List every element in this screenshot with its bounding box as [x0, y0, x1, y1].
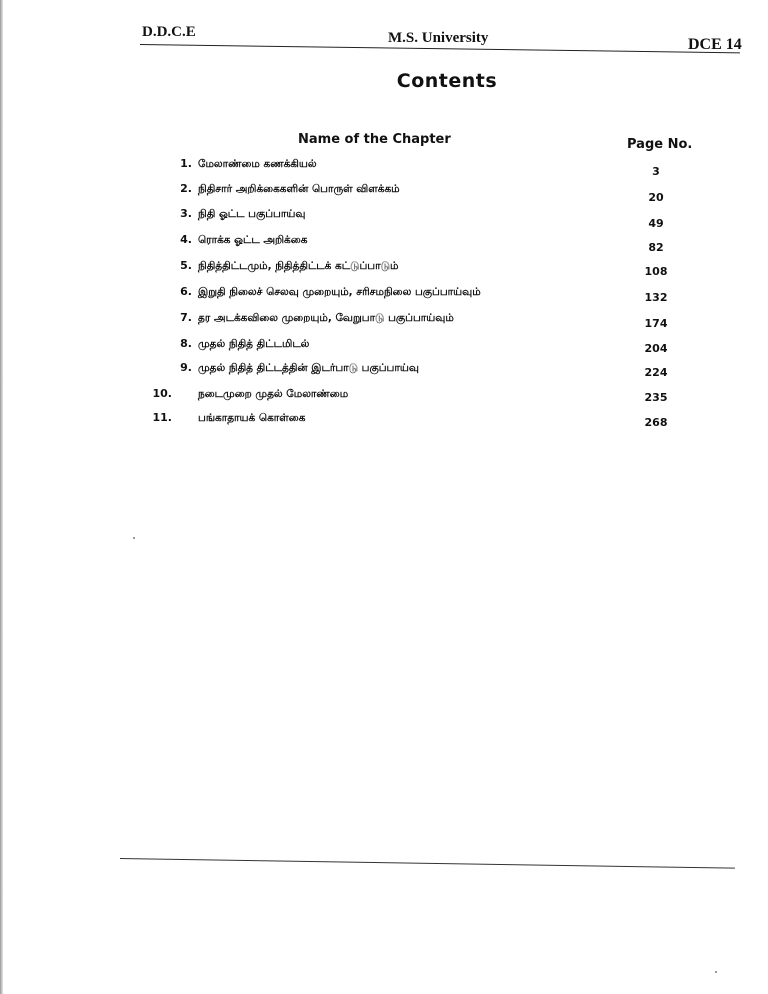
- chapter-page-number: 82: [648, 241, 664, 254]
- chapter-title: நடைமுறை முதல் மேலாண்மை: [198, 388, 349, 400]
- chapter-page-number: 108: [644, 265, 668, 278]
- chapter-number: 11.: [152, 411, 172, 424]
- chapter-page-number: 235: [644, 391, 668, 404]
- chapter-page-number: 224: [644, 366, 668, 379]
- chapter-title: தர அடக்கவிலை முறையும், வேறுபாடு பகுப்பாய்வும்: [198, 312, 454, 324]
- chapter-title: முதல் நிதித் திட்டமிடல்: [198, 338, 310, 350]
- chapter-page-number: 268: [644, 416, 668, 429]
- scan-speck: [133, 537, 135, 539]
- column-header-page: Page No.: [627, 137, 693, 152]
- chapter-title: நிதி ஓட்ட பகுப்பாய்வு: [198, 208, 306, 220]
- header-university: M.S. University: [388, 30, 489, 46]
- chapter-number: 8.: [180, 337, 192, 350]
- chapter-title: முதல் நிதித் திட்டத்தின் இடர்பாடு பகுப்பாய்வு: [198, 362, 419, 374]
- chapter-number: 2.: [180, 182, 192, 195]
- column-header-chapter: Name of the Chapter: [298, 132, 451, 147]
- chapter-number: 7.: [180, 311, 192, 324]
- chapter-page-number: 174: [644, 317, 668, 330]
- chapter-number: 3.: [180, 207, 192, 220]
- chapter-title: பங்காதாயக் கொள்கை: [198, 412, 306, 424]
- header-institution: D.D.C.E: [142, 24, 196, 40]
- chapter-title: நிதிசார் அறிக்கைகளின் பொருள் விளக்கம்: [198, 183, 400, 195]
- chapter-number: 9.: [180, 361, 192, 374]
- chapter-title: நிதித்திட்டமும், நிதித்திட்டக் கட்டுப்பாடும்: [198, 260, 399, 272]
- scan-speck: [715, 971, 717, 973]
- chapter-title: ரொக்க ஓட்ட அறிக்கை: [198, 234, 308, 246]
- chapter-number: 4.: [180, 233, 192, 246]
- footer-rule: [120, 858, 735, 869]
- page-title: Contents: [396, 70, 498, 92]
- chapter-page-number: 3: [652, 165, 660, 178]
- chapter-number: 6.: [180, 285, 192, 298]
- chapter-title: மேலாண்மை கணக்கியல்: [198, 158, 317, 170]
- chapter-page-number: 204: [644, 342, 668, 355]
- chapter-number: 1.: [180, 157, 192, 170]
- chapter-page-number: 20: [648, 191, 664, 204]
- header-course-code: DCE 14: [688, 36, 742, 53]
- page-header: [140, 18, 740, 52]
- chapter-number: 5.: [180, 259, 192, 272]
- chapter-page-number: 132: [644, 291, 668, 304]
- page-left-edge: [0, 0, 3, 994]
- chapter-number: 10.: [152, 387, 172, 400]
- chapter-title: இறுதி நிலைச் செலவு முறையும், சரிசமநிலை பகுப்பாய்வும்: [198, 286, 481, 298]
- chapter-page-number: 49: [648, 217, 664, 230]
